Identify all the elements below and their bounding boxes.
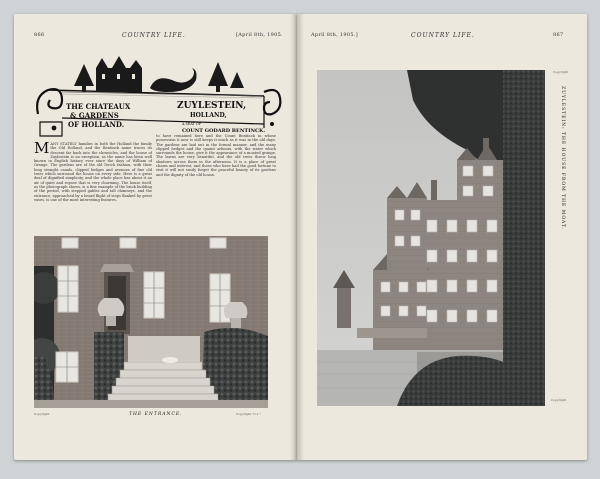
photo-credit-right: Copyright "C.L." xyxy=(236,412,261,416)
right-date: April 8th, 1905.] xyxy=(311,32,358,38)
banner-line1-left: THE CHATEAUX xyxy=(66,102,131,111)
banner-line2-right: HOLLAND, xyxy=(190,112,227,119)
right-running-title: COUNTRY LIFE. xyxy=(411,32,475,39)
drop-cap: M xyxy=(34,142,50,157)
copyright-top: Copyright xyxy=(553,70,569,74)
article-title-banner xyxy=(32,56,282,146)
entrance-photo-image xyxy=(34,236,268,408)
right-page xyxy=(297,14,587,460)
house-photo-side-caption: ZUYLESTEIN: THE HOUSE FROM THE MOAT. xyxy=(560,86,565,230)
entrance-photograph xyxy=(34,236,268,408)
left-date: [April 8th, 1905. xyxy=(236,32,283,38)
left-running-title: COUNTRY LIFE. xyxy=(122,32,186,39)
article-column-2 xyxy=(156,134,276,230)
photo-credit-left: Copyright xyxy=(34,412,50,416)
banner-line3-right: A SEAT OF xyxy=(182,122,202,126)
copyright-bottom: Copyright xyxy=(551,398,567,402)
banner-line3-left: OF HOLLAND. xyxy=(68,120,125,129)
book-gutter xyxy=(290,14,304,460)
left-page-number: 866 xyxy=(34,32,45,38)
banner-line4-right: COUNT GODARD BENTINCK. xyxy=(182,128,266,134)
column-1-text: ANY STATELY families in both the Holland the family the Old Holland, and the Bentinck name traces its descent far back into the chronicles, and the house of Zuylestein is no exception, as the name has been well known in English history ever since the days of William of Orange. The gardens are of the old Dutch fashion, with their long straight canals, clipped hedges and avenues of fine old trees which surround the house on every side. Here is a great deal of dignified simplicity, and the whole place has about it an air of quiet and repose that is very charming. The house itself, as the photograph shows, is a fine example of the brick building of the period, with stepped gables and tall chimneys, and the entrance, approached by a broad flight of steps flanked by great vases, is one of the most interesting features. xyxy=(34,142,152,202)
house-from-moat-photograph xyxy=(317,70,545,406)
house-photo-image xyxy=(317,70,545,406)
column-2-text: to have remained here and the Count Bentinck in whose possession it now is still keeps it much as it was in the old days. The gardens are laid out in the formal manner, and the many clipped hedges and the quaint arbours, with the water which surrounds the house, give it the appearance of a moated grange. The lawns are very beautiful, and the old trees throw long shadows across them in the afternoon. It is a place of great charm and interest, and those who have had the good fortune to visit it will not easily forget the peaceful beauty of its gardens and the dignity of the old house. xyxy=(156,134,276,177)
left-page xyxy=(14,14,297,460)
entrance-photo-caption: THE ENTRANCE. xyxy=(129,412,183,417)
banner-line1-right: ZUYLESTEIN, xyxy=(177,101,247,111)
article-column-1 xyxy=(34,142,152,230)
magazine-spread xyxy=(14,14,587,460)
banner-line2-left: & GARDENS xyxy=(70,111,119,120)
right-page-number: 867 xyxy=(553,32,564,38)
